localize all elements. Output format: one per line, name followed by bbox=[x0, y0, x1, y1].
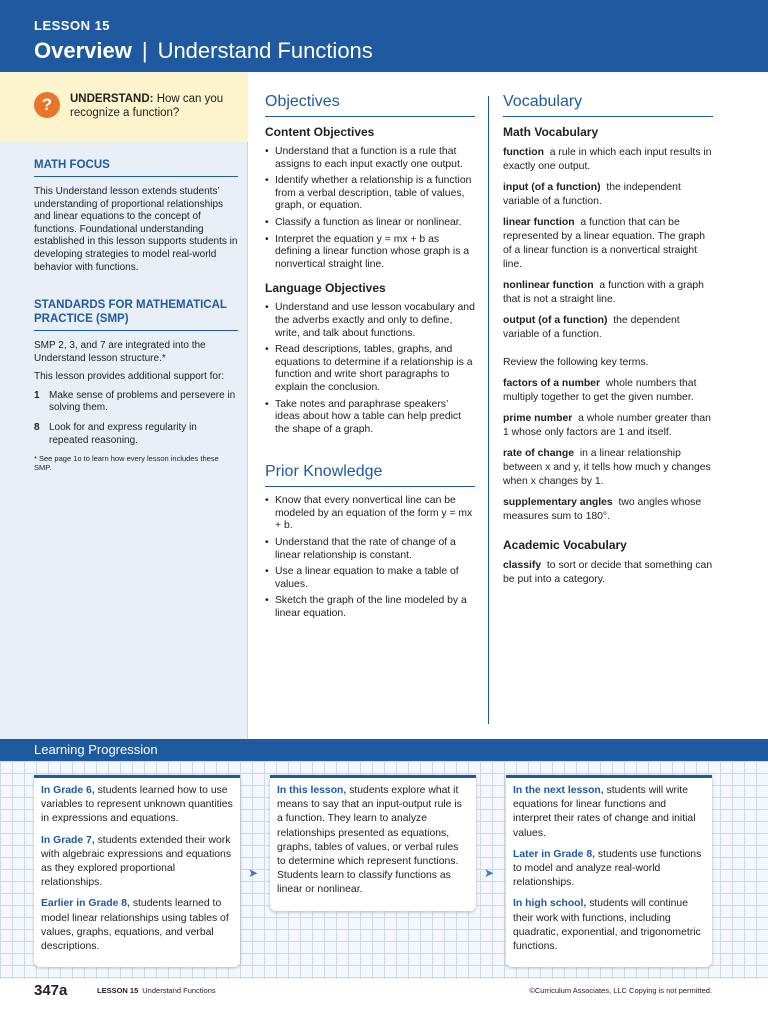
title-separator: | bbox=[141, 38, 148, 63]
vocab-entry bbox=[503, 412, 713, 440]
understand-label: UNDERSTAND: bbox=[70, 93, 154, 105]
smp-list bbox=[34, 390, 238, 447]
vocab-definition: a rule in which each input results in exactly one output. bbox=[503, 147, 712, 172]
vocab-term: classify bbox=[503, 560, 542, 571]
progression-highlight: In Grade 6, bbox=[41, 785, 95, 796]
math-focus-text: This Understand lesson extends students’ understanding of proportional relationships and linear equations to the concept of functions. Foundational understanding established in this lesson supports students in developing strategies to model real-world behavior with functions. bbox=[34, 186, 238, 273]
prior-knowledge-item: • Use a linear equation to make a table of values. bbox=[265, 566, 475, 591]
lesson-title: Understand Functions bbox=[157, 38, 373, 63]
progression-entry bbox=[513, 848, 705, 891]
language-objective-item: • Understand and use lesson vocabulary and the adverbs exactly and only to define, write, and talk about functions. bbox=[265, 302, 475, 340]
content-objective-item: • Interpret the equation y = mx + b as defining a linear function whose graph is a nonvertical straight line. bbox=[265, 234, 475, 272]
smp-item-text: Look for and express regularity in repeated reasoning. bbox=[49, 421, 197, 446]
vocab-term: output (of a function) bbox=[503, 315, 608, 326]
vocab-entry bbox=[503, 279, 713, 307]
vocab-entry bbox=[503, 377, 713, 405]
copyright-notice: ©Curriculum Associates, LLC Copying is not permitted. bbox=[529, 986, 712, 995]
vocab-entry bbox=[503, 216, 713, 272]
vocab-term: nonlinear function bbox=[503, 280, 594, 291]
progression-highlight: In the next lesson, bbox=[513, 785, 604, 796]
vocab-term: linear function bbox=[503, 217, 575, 228]
math-focus-section bbox=[34, 158, 238, 280]
column-divider bbox=[488, 96, 489, 724]
progression-text: students extended their work with algebraic expressions and equations as they explored proportional relationships. bbox=[41, 834, 232, 889]
smp-item-number: 1 bbox=[34, 389, 40, 401]
vocab-entry bbox=[503, 181, 713, 209]
understand-question bbox=[70, 92, 240, 120]
prior-knowledge-heading: Prior Knowledge bbox=[265, 462, 475, 487]
prior-knowledge-item: • Sketch the graph of the line modeled by a linear equation. bbox=[265, 595, 475, 620]
page-number: 347a bbox=[34, 982, 68, 999]
vocab-term: rate of change bbox=[503, 448, 575, 459]
footer-lesson-number: LESSON 15 bbox=[97, 986, 139, 995]
objectives-heading: Objectives bbox=[265, 92, 475, 117]
progression-highlight: In this lesson, bbox=[277, 785, 347, 796]
progression-text: students use functions to model and analyze real-world relationships. bbox=[513, 848, 702, 889]
vocab-term: prime number bbox=[503, 413, 573, 424]
vocab-definition: whole numbers that multiply together to get the given number. bbox=[503, 378, 697, 403]
page-footer bbox=[0, 979, 768, 1024]
prior-knowledge-list bbox=[265, 495, 475, 620]
progression-card-prior bbox=[34, 775, 240, 967]
content-objective-item: • Classify a function as linear or nonlinear. bbox=[265, 217, 475, 230]
language-objective-item: • Read descriptions, tables, graphs, and equations to determine if a relationship is a function and write short paragraphs to explain the conclusion. bbox=[265, 344, 475, 394]
understand-text: How can you recognize a function? bbox=[70, 93, 224, 119]
language-objectives-heading: Language Objectives bbox=[265, 281, 386, 296]
arrow-right-icon: ➤ bbox=[484, 866, 495, 880]
academic-vocabulary-heading: Academic Vocabulary bbox=[503, 538, 627, 552]
prior-knowledge-item: • Understand that the rate of change of a linear relationship is constant. bbox=[265, 537, 475, 562]
progression-highlight: Earlier in Grade 8, bbox=[41, 898, 130, 910]
progression-text: students learned how to use variables to represent unknown quantities in expressions and equations. bbox=[41, 785, 233, 825]
progression-entry bbox=[41, 897, 233, 954]
content-objective-item: • Understand that a function is a rule that assigns to each input exactly one output. bbox=[265, 146, 475, 171]
vocab-definition: a function that can be represented by a linear equation. The graph of a linear function is a nonvertical straight line. bbox=[503, 217, 705, 270]
progression-text: students will write equations for linear functions and interpret their rates of change and initial values. bbox=[513, 785, 696, 839]
progression-text: students explore what it means to say that an input-output rule is a function. They learn to analyze relationships presented as equations, graphs, tables of values, or verbal rules to determine which represent functions. Students learn to classify functions as linear or nonlinear. bbox=[277, 785, 462, 896]
smp-section bbox=[34, 298, 238, 472]
vocab-definition: the independent variable of a function. bbox=[503, 182, 681, 207]
smp-heading: STANDARDS FOR MATHEMATICAL PRACTICE (SMP) bbox=[34, 298, 238, 331]
vocab-term: function bbox=[503, 147, 544, 158]
smp-item bbox=[34, 422, 238, 447]
smp-support-text: This lesson provides additional support for: bbox=[34, 371, 225, 383]
vocabulary-heading: Vocabulary bbox=[503, 92, 713, 117]
vocab-definition: a whole number greater than 1 whose only factors are 1 and itself. bbox=[503, 413, 711, 438]
vocab-definition: to sort or decide that something can be put into a category. bbox=[503, 560, 713, 585]
language-objectives-list bbox=[265, 302, 475, 436]
prior-knowledge-item: • Know that every nonvertical line can be modeled by an equation of the form y = mx + b. bbox=[265, 495, 475, 533]
progression-entry bbox=[41, 834, 233, 891]
learning-progression-heading: Learning Progression bbox=[0, 739, 768, 761]
vocab-entry bbox=[503, 447, 713, 489]
understand-box bbox=[0, 72, 248, 142]
review-intro: Review the following key terms. bbox=[503, 357, 649, 368]
lesson-number: LESSON 15 bbox=[34, 18, 111, 33]
math-vocabulary-heading: Math Vocabulary bbox=[503, 125, 599, 139]
progression-highlight: In high school, bbox=[513, 898, 587, 910]
smp-item-number: 8 bbox=[34, 421, 40, 433]
language-objective-item: • Take notes and paraphrase speakers’ ideas about how a table can help predict the shape of a graph. bbox=[265, 399, 475, 437]
vocabulary-column bbox=[503, 92, 713, 594]
vocab-definition: in a linear relationship between x and y, it tells how much y changes when x changes by 1. bbox=[503, 448, 711, 487]
math-focus-heading: MATH FOCUS bbox=[34, 158, 238, 177]
progression-text: students will continue their work with functions, including quadratic, exponential, and trigonometric functions. bbox=[513, 898, 701, 953]
smp-footnote: * See page 1o to learn how every lesson includes these SMP. bbox=[34, 454, 219, 473]
lesson-header bbox=[0, 0, 768, 72]
objectives-column bbox=[265, 92, 475, 625]
review-terms-list bbox=[503, 377, 713, 524]
vocab-term: supplementary angles bbox=[503, 497, 613, 508]
progression-card-current bbox=[270, 775, 476, 911]
smp-item-text: Make sense of problems and persevere in solving them. bbox=[49, 389, 236, 414]
vocab-entry bbox=[503, 146, 713, 174]
vocab-entry bbox=[503, 314, 713, 342]
vocab-entry bbox=[503, 559, 713, 587]
vocab-term: input (of a function) bbox=[503, 182, 601, 193]
progression-highlight: Later in Grade 8, bbox=[513, 848, 595, 860]
vocab-definition: the dependent variable of a function. bbox=[503, 315, 680, 340]
smp-item bbox=[34, 390, 238, 415]
progression-card-next bbox=[506, 775, 712, 967]
academic-vocabulary-list bbox=[503, 559, 713, 587]
page-title bbox=[34, 38, 373, 64]
content-objectives-list bbox=[265, 146, 475, 271]
smp-intro: SMP 2, 3, and 7 are integrated into the Understand lesson structure.* bbox=[34, 340, 206, 364]
progression-highlight: In Grade 7, bbox=[41, 834, 95, 846]
progression-entry bbox=[513, 784, 705, 841]
vocab-term: factors of a number bbox=[503, 378, 600, 389]
progression-entry bbox=[41, 784, 233, 827]
progression-entry bbox=[277, 784, 469, 898]
overview-label: Overview bbox=[34, 38, 132, 63]
content-objectives-heading: Content Objectives bbox=[265, 125, 375, 139]
content-objective-item: • Identify whether a relationship is a function from a verbal description, table of values, graph, or equation. bbox=[265, 175, 475, 213]
vocab-definition: a function with a graph that is not a straight line. bbox=[503, 280, 704, 305]
left-sidebar bbox=[0, 72, 248, 739]
vocab-definition: two angles whose measures sum to 180°. bbox=[503, 497, 702, 522]
footer-lesson bbox=[97, 986, 216, 995]
vocab-entry bbox=[503, 496, 713, 524]
progression-entry bbox=[513, 897, 705, 954]
math-vocabulary-list bbox=[503, 146, 713, 342]
question-icon: ? bbox=[34, 92, 60, 118]
footer-lesson-title: Understand Functions bbox=[142, 986, 216, 995]
progression-text: students learned to model linear relationships using tables of values, graphs, equations, and verbal descriptions. bbox=[41, 898, 229, 953]
arrow-right-icon: ➤ bbox=[248, 866, 259, 880]
